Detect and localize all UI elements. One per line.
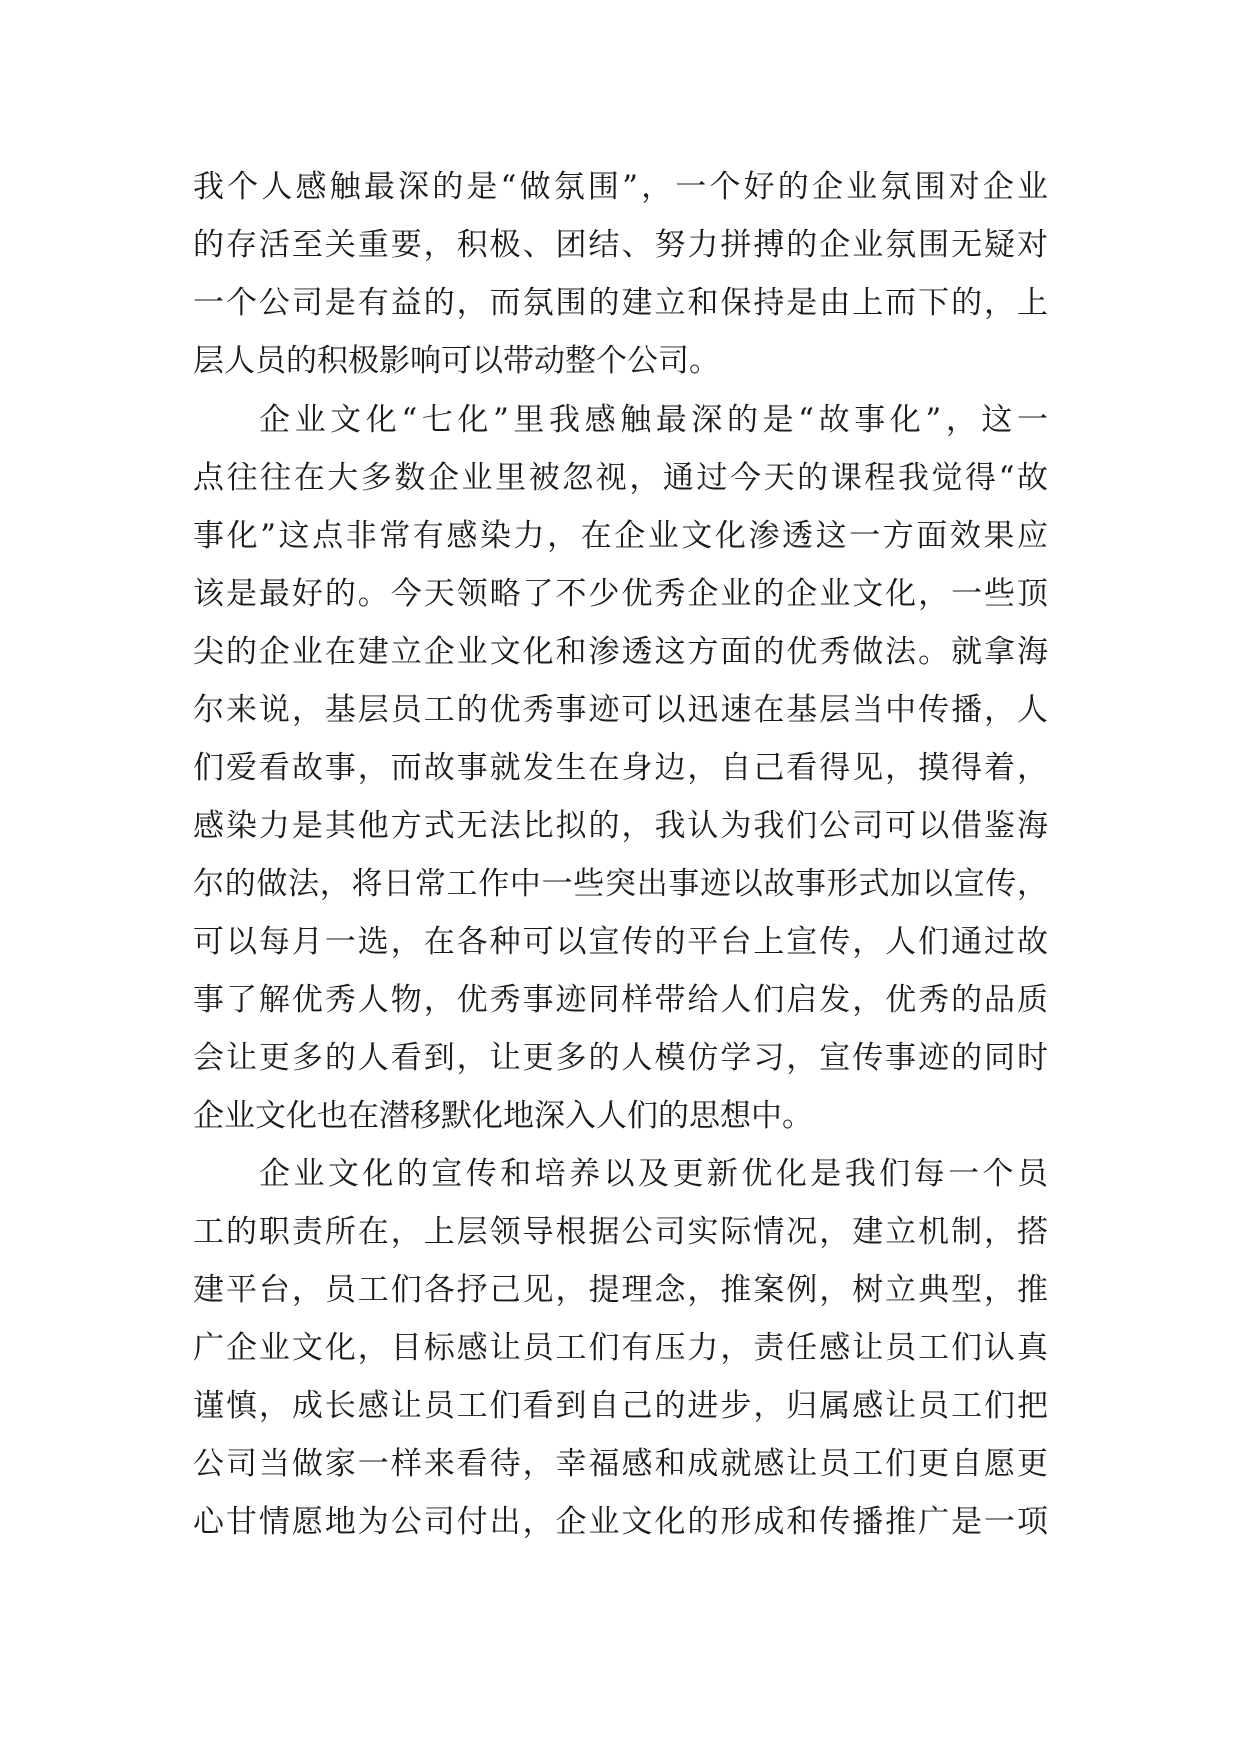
text-line-20: 建平台，员工们各抒己见，提理念，推案例，树立典型，推 <box>193 1272 1048 1308</box>
text-line-10: 尔来说，基层员工的优秀事迹可以迅速在基层当中传播，人 <box>193 692 1048 728</box>
text-line-22: 谨慎，成长感让员工们看到自己的进步，归属感让员工们把 <box>193 1388 1048 1424</box>
text-line-6: 点往往在大多数企业里被忽视，通过今天的课程我觉得“故 <box>193 460 1048 496</box>
text-line-24: 心甘情愿地为公司付出，企业文化的形成和传播推广是一项 <box>193 1504 1048 1540</box>
text-line-14: 可以每月一选，在各种可以宣传的平台上宣传，人们通过故 <box>193 924 1048 960</box>
text-line-19: 工的职责所在，上层领导根据公司实际情况，建立机制，搭 <box>193 1214 1048 1250</box>
text-line-3: 一个公司是有益的，而氛围的建立和保持是由上而下的，上 <box>193 285 1048 321</box>
text-line-4: 层人员的积极影响可以带动整个公司。 <box>193 343 720 379</box>
text-line-2: 的存活至关重要，积极、团结、努力拼搏的企业氛围无疑对 <box>193 227 1048 263</box>
text-line-17: 企业文化也在潜移默化地深入人们的思想中。 <box>193 1098 813 1134</box>
text-line-15: 事了解优秀人物，优秀事迹同样带给人们启发，优秀的品质 <box>193 982 1048 1018</box>
text-line-9: 尖的企业在建立企业文化和渗透这方面的优秀做法。就拿海 <box>193 634 1048 670</box>
text-line-5: 企业文化“七化”里我感触最深的是“故事化”，这一 <box>259 402 1048 438</box>
text-line-12: 感染力是其他方式无法比拟的，我认为我们公司可以借鉴海 <box>193 808 1048 844</box>
text-line-18: 企业文化的宣传和培养以及更新优化是我们每一个员 <box>259 1156 1048 1192</box>
text-line-7: 事化”这点非常有感染力，在企业文化渗透这一方面效果应 <box>193 518 1048 554</box>
text-line-16: 会让更多的人看到，让更多的人模仿学习，宣传事迹的同时 <box>193 1040 1048 1076</box>
text-line-23: 公司当做家一样来看待，幸福感和成就感让员工们更自愿更 <box>193 1446 1048 1482</box>
text-line-13: 尔的做法，将日常工作中一些突出事迹以故事形式加以宣传， <box>193 866 1048 902</box>
text-line-21: 广企业文化，目标感让员工们有压力，责任感让员工们认真 <box>193 1330 1048 1366</box>
text-line-11: 们爱看故事，而故事就发生在身边，自己看得见，摸得着， <box>193 750 1048 786</box>
text-line-1: 我个人感触最深的是“做氛围”，一个好的企业氛围对企业 <box>193 169 1048 205</box>
text-line-8: 该是最好的。今天领略了不少优秀企业的企业文化，一些顶 <box>193 576 1048 612</box>
